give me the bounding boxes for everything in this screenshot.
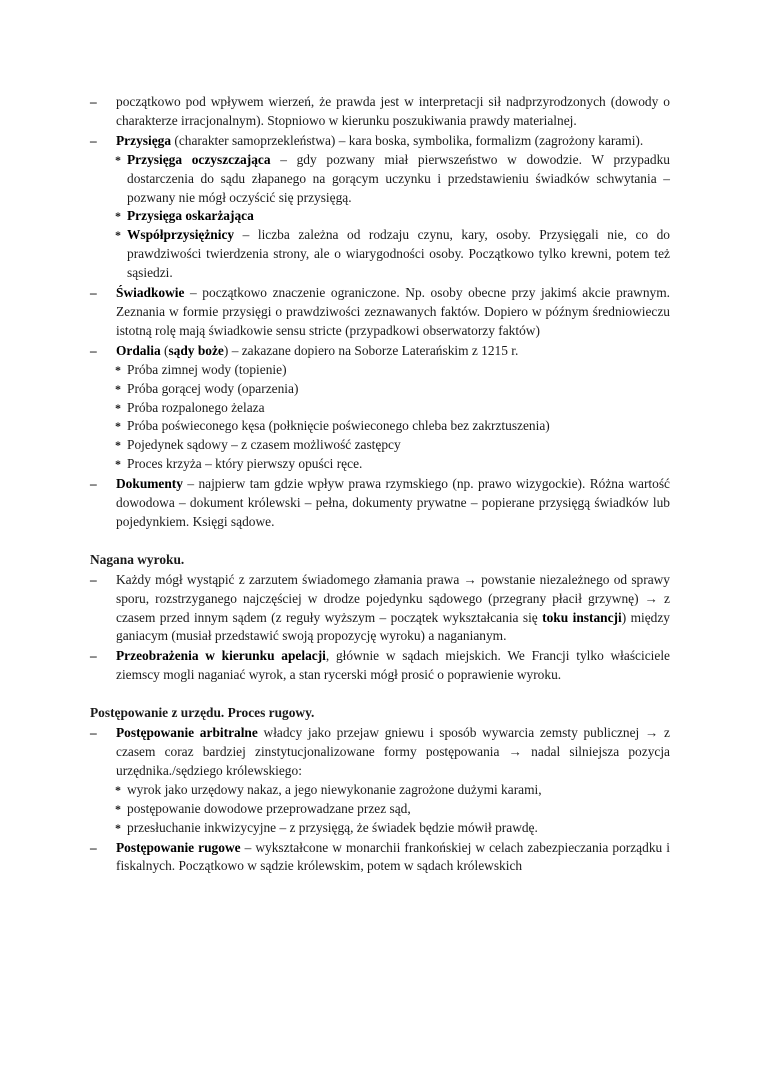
section-heading: Postępowanie z urzędu. Proces rugowy. bbox=[90, 705, 315, 721]
sub-item-text: postępowanie dowodowe przeprowadzane przez sąd, bbox=[127, 800, 411, 816]
list-item bbox=[90, 839, 670, 877]
sub-item bbox=[90, 361, 670, 380]
star-bullet: * bbox=[115, 381, 121, 396]
item-text: ( bbox=[160, 342, 169, 358]
item-text: – wykształcone w monarchii frankońskiej w celach zabezpieczania porządku i fiskalnych. Początkowo w sądzie królewskim, potem w sądach królewskich bbox=[116, 839, 670, 874]
item-text: ) między ganiacym (musiał przedstawić swoją propozycję wyroku) a naganianym. bbox=[116, 609, 670, 644]
item-term: Postępowanie arbitralne bbox=[116, 725, 258, 741]
item-text: władcy jako przejaw gniewu i sposób wywarcia zemsty publicznej → z czasem coraz bardziej zinstytucjonalizowane formy postępowania → nadal silniejsza pozycja urzędnika./sędziego królewskiego: bbox=[116, 725, 670, 778]
sub-item-text: Próba zimnej wody (topienie) bbox=[127, 361, 287, 377]
item-term: Postępowanie rugowe bbox=[116, 839, 241, 855]
sub-item bbox=[90, 455, 670, 474]
item-text: , głównie w sądach miejskich. We Francji tylko właściciele ziemscy mogli naganiać wyrok, a stan rycerski mógł prosić o poprawienie wyroku. bbox=[116, 648, 670, 683]
star-bullet: * bbox=[115, 782, 121, 797]
sub-item bbox=[90, 781, 670, 800]
star-bullet: * bbox=[115, 362, 121, 377]
sub-item-text: Próba gorącej wody (oparzenia) bbox=[127, 380, 299, 396]
sub-item bbox=[90, 800, 670, 819]
list-item bbox=[90, 93, 670, 131]
sub-item bbox=[90, 417, 670, 436]
sub-item-term: Przysięga oskarżająca bbox=[127, 208, 254, 224]
dash-bullet: – bbox=[90, 648, 97, 664]
document-page bbox=[90, 93, 670, 876]
dash-bullet: – bbox=[90, 132, 97, 148]
star-bullet: * bbox=[115, 457, 121, 472]
star-bullet: * bbox=[115, 228, 121, 243]
sub-item bbox=[90, 436, 670, 455]
star-bullet: * bbox=[115, 209, 121, 224]
sub-item bbox=[90, 226, 670, 283]
item-term: Ordalia bbox=[116, 342, 161, 358]
dash-bullet: – bbox=[90, 839, 97, 855]
dash-bullet: – bbox=[90, 285, 97, 301]
star-bullet: * bbox=[115, 400, 121, 415]
list-item bbox=[90, 475, 670, 532]
item-term: Przysięga bbox=[116, 132, 172, 148]
section-postepowanie-z-urzedu bbox=[90, 704, 670, 876]
sub-item-text: Próba rozpalonego żelaza bbox=[127, 399, 265, 415]
dash-bullet: – bbox=[90, 725, 97, 741]
list-item bbox=[90, 724, 670, 781]
list-item bbox=[90, 342, 670, 361]
sub-item-text: Proces krzyża – który pierwszy opuści ręce. bbox=[127, 456, 363, 472]
sub-item-text: wyrok jako urzędowy nakaz, a jego niewykonanie zagrożone dużymi karami, bbox=[127, 781, 542, 797]
dash-bullet: – bbox=[90, 342, 97, 358]
sub-item-term: Współprzysiężnicy bbox=[127, 227, 235, 243]
sub-item-text: przesłuchanie inkwizycyjne – z przysięgą, że świadek będzie mówił prawdę. bbox=[127, 819, 538, 835]
sub-item-text: Pojedynek sądowy – z czasem możliwość zastępcy bbox=[127, 437, 401, 453]
section-evidence bbox=[90, 93, 670, 532]
item-term: Przeobrażenia w kierunku apelacji bbox=[116, 648, 326, 664]
sub-item-text: – liczba zależna od rodzaju czynu, kary, osoby. Przysięgali nie, co do prawdziwości twierdzenia strony, ale o wiarygodności osoby. Początkowo tylko krewni, potem też sąsiedzi. bbox=[127, 227, 670, 281]
dash-bullet: – bbox=[90, 476, 97, 492]
sub-item bbox=[90, 380, 670, 399]
star-bullet: * bbox=[115, 152, 121, 167]
star-bullet: * bbox=[115, 801, 121, 816]
item-term: toku instancji bbox=[542, 609, 622, 625]
item-text: – najpierw tam gdzie wpływ prawa rzymskiego (np. prawo wizygockie). Różna wartość dowodowa – dokument królewski – pełna, dokumenty prywatne – popierane przysięgą świadków lub pojedynkiem. Księgi sądowe. bbox=[116, 476, 670, 529]
item-term: Świadkowie bbox=[116, 285, 185, 301]
sub-item bbox=[90, 399, 670, 418]
sub-item-term: Przysięga oczyszczająca bbox=[127, 151, 271, 167]
star-bullet: * bbox=[115, 820, 121, 835]
item-text: Każdy mógł wystąpić z zarzutem świadomego złamania prawa → powstanie niezależnego od sprawy sporu, rozstrzyganego najczęściej w drodze pojedynku sądowego (przegrany płacił grzywnę) → z czasem przed innym sądem (z reguły wyższym – początek wykształcania się bbox=[116, 571, 670, 625]
section-heading: Nagana wyroku. bbox=[90, 551, 185, 567]
sub-item-text: – gdy pozwany miał pierwszeństwo w dowodzie. W przypadku dostarczenia do sądu złapanego na gorącym uczynku i przedstawieniu świadków schwytania – pozwany nie mógł oczyścić się przysięgą. bbox=[127, 151, 670, 205]
list-item bbox=[90, 284, 670, 341]
item-term-secondary: sądy boże bbox=[168, 342, 224, 358]
star-bullet: * bbox=[115, 438, 121, 453]
item-text: (charakter samoprzekleństwa) – kara boska, symbolika, formalizm (zagrożony karami). bbox=[171, 132, 644, 148]
item-text: – początkowo znaczenie ograniczone. Np. osoby obecne przy jakimś akcie prawnym. Zeznania w formie przysięgi o prawdziwości zeznawanych faktów. Dopiero w późnym średniowieczu istotną rolę mają świadkowie sensu stricte (przypadkowi obserwatorzy faktów) bbox=[116, 285, 670, 338]
sub-item-text: Próba poświeconego kęsa (połknięcie poświeconego chleba bez zakrztuszenia) bbox=[127, 418, 550, 434]
section-nagana-wyroku bbox=[90, 551, 670, 685]
star-bullet: * bbox=[115, 419, 121, 434]
list-item bbox=[90, 132, 670, 151]
item-term: Dokumenty bbox=[116, 476, 183, 492]
dash-bullet: – bbox=[90, 94, 97, 109]
dash-bullet: – bbox=[90, 571, 97, 587]
item-text: początkowo pod wpływem wierzeń, że prawda jest w interpretacji sił nadprzyrodzonych (dowody o charakterze irracjonalnym). Stopniowo w kierunku poszukiwania prawdy materialnej. bbox=[116, 94, 670, 128]
sub-item bbox=[90, 207, 670, 226]
list-item bbox=[90, 571, 670, 647]
sub-item bbox=[90, 151, 670, 208]
list-item bbox=[90, 647, 670, 685]
sub-item bbox=[90, 819, 670, 838]
item-text: ) – zakazane dopiero na Soborze Laterańskim z 1215 r. bbox=[223, 342, 519, 358]
